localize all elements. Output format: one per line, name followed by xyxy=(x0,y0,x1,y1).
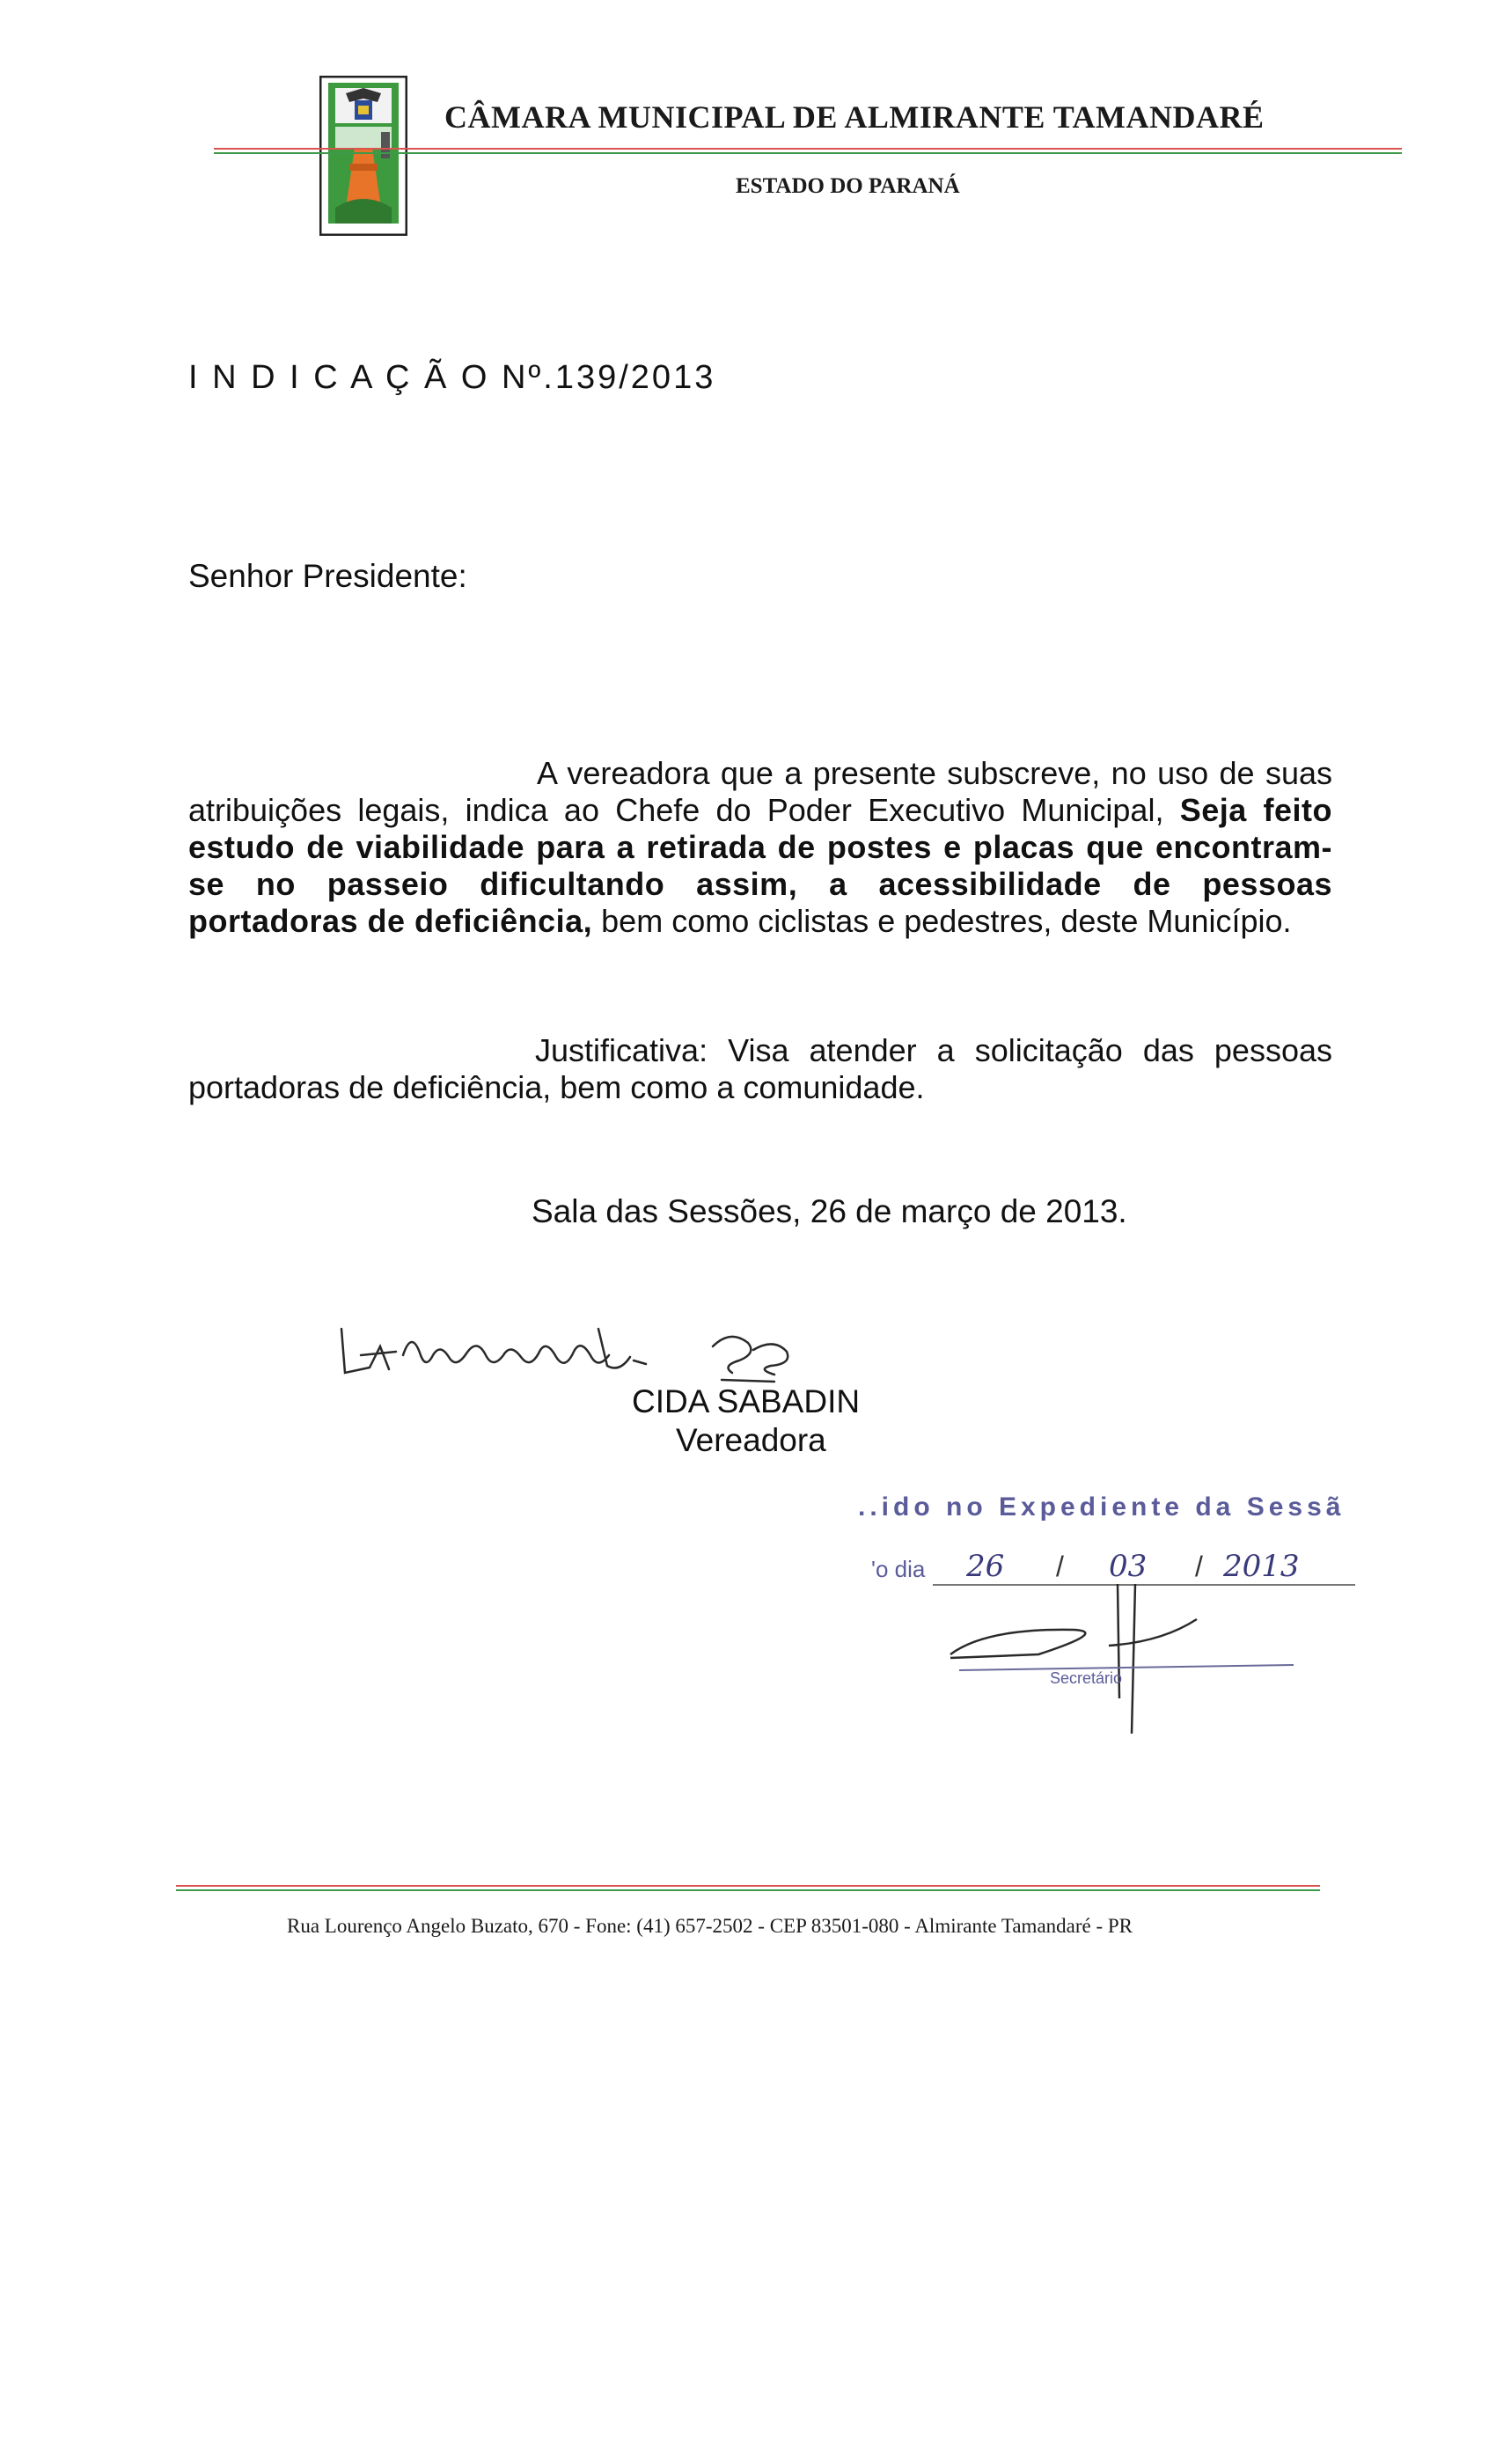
justification-paragraph xyxy=(188,1032,1332,1106)
stamp-day: 26 xyxy=(966,1549,1005,1584)
stamp-month: 03 xyxy=(1109,1549,1148,1584)
municipal-coat-of-arms-icon xyxy=(319,76,407,236)
institution-name: CÂMARA MUNICIPAL DE ALMIRANTE TAMANDARÉ xyxy=(444,99,1265,135)
signer-name: CIDA SABADIN xyxy=(632,1383,861,1419)
footer-rule-red xyxy=(176,1885,1320,1887)
stamp-secretary-label: Secretário xyxy=(1050,1669,1123,1687)
state-name: ESTADO DO PARANÁ xyxy=(736,174,960,198)
stamp-year: 2013 xyxy=(1223,1549,1300,1584)
paragraph-lead: A vereadora que a presente subscreve, no uso de suas atribuições legais, indica ao Chefe do Poder Executivo Municipal, xyxy=(188,755,1332,828)
paragraph-tail: bem como ciclistas e pedestres, deste Município. xyxy=(601,903,1292,939)
signer-role: Vereadora xyxy=(676,1422,826,1458)
stamp-signature xyxy=(933,1566,1320,1734)
header-rule-green xyxy=(214,152,1402,154)
footer-address: Rua Lourenço Angelo Buzato, 670 - Fone: (41) 657-2502 - CEP 83501-080 - Almirante Tamandaré - PR xyxy=(287,1915,1133,1937)
paragraph-bold-request: Seja feito estudo de viabilidade para a retirada de postes e placas que encontram-se no passeio dificultando assim, a acessibilidade de pessoas portadoras de deficiência, xyxy=(188,792,1333,939)
stamp-expedient-line: ..ido no Expediente da Sessã xyxy=(858,1492,1346,1522)
document-number: I N D I C A Ç Ã O Nº.139/2013 xyxy=(188,359,716,396)
greeting: Senhor Presidente: xyxy=(188,558,467,594)
closing-line: Sala das Sessões, 26 de março de 2013. xyxy=(532,1193,1127,1229)
stamp-date-prefix: 'o dia xyxy=(871,1556,926,1582)
stamp-date-line xyxy=(871,1556,925,1583)
justification-text: Justificativa: Visa atender a solicitação das pessoas portadoras de deficiência, bem como a comunidade. xyxy=(188,1032,1332,1105)
handwritten-signature xyxy=(334,1311,827,1390)
header-rule-red xyxy=(214,148,1402,150)
footer-rule-green xyxy=(176,1889,1320,1891)
indication-paragraph xyxy=(188,755,1332,940)
